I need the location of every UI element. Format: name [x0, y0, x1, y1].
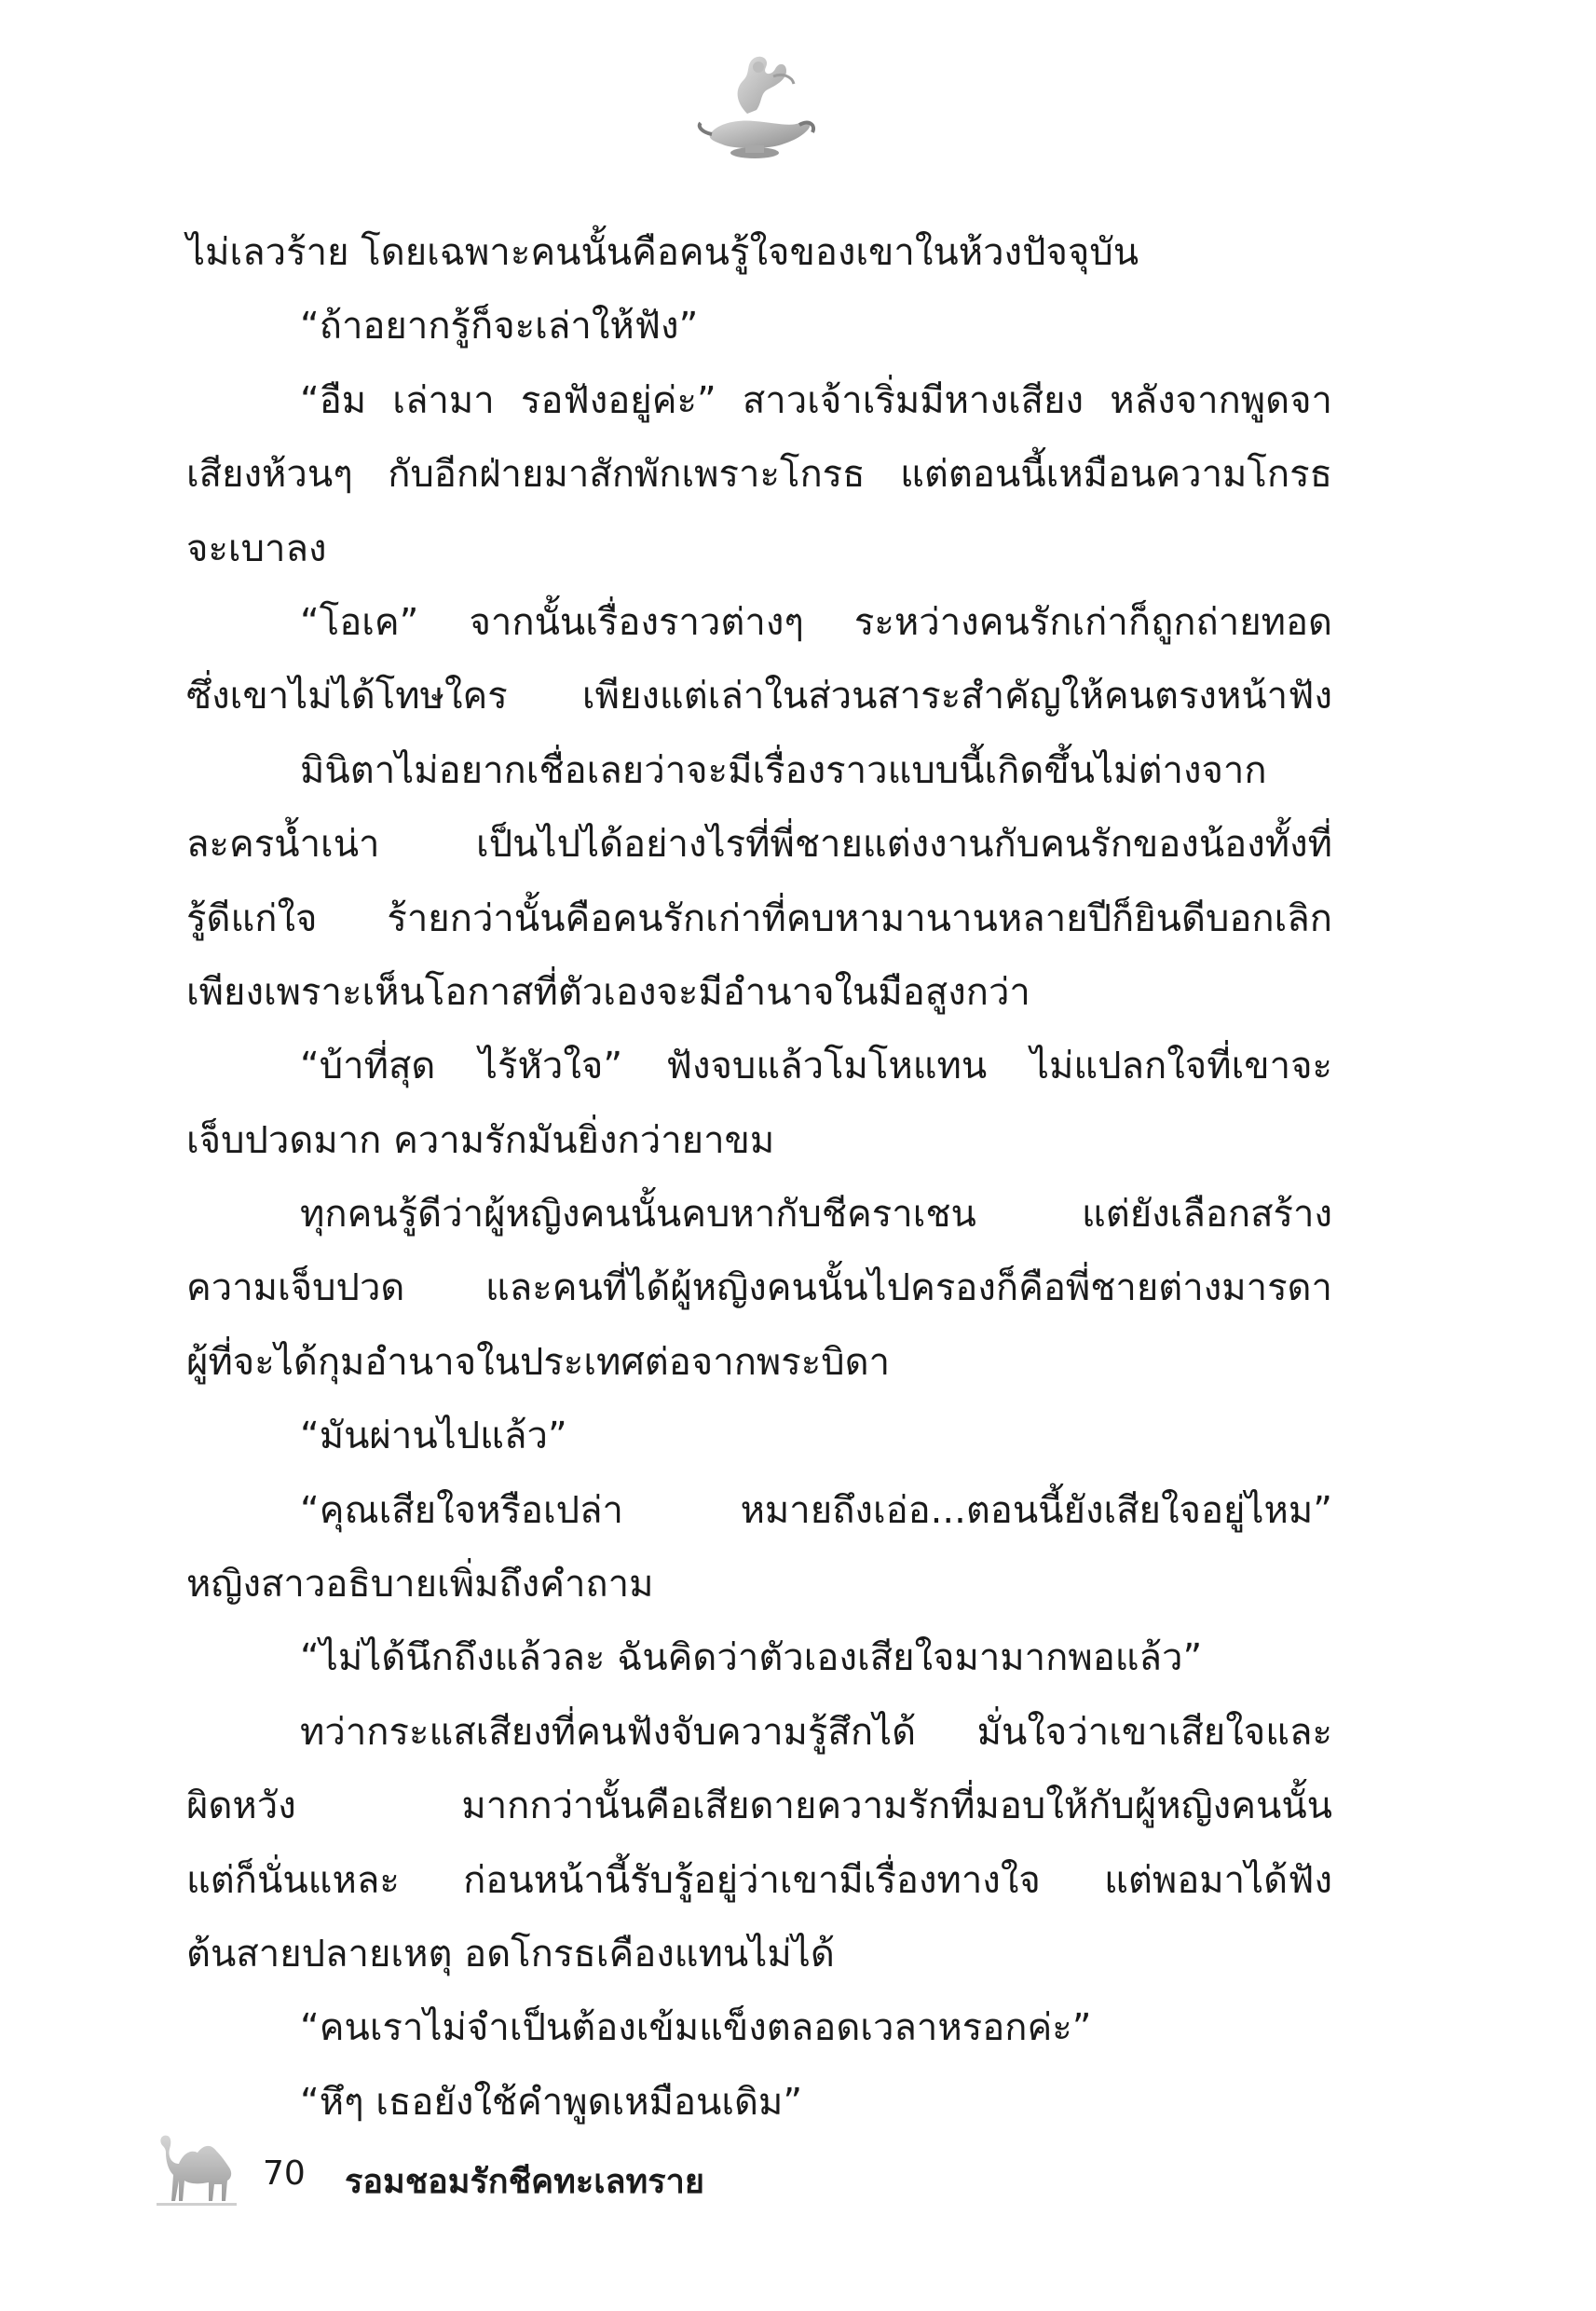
page-number: 70	[263, 2154, 306, 2193]
text-line: ผู้ที่จะได้กุมอำนาจในประเทศต่อจากพระบิดา	[186, 1340, 891, 1384]
text-line: “หึๆ เธอยังใช้คำพูดเหมือนเดิม”	[300, 2080, 803, 2124]
text-line: ทุกคนรู้ดีว่าผู้หญิงคนนั้นคบหากับชีคราเชน แต่ยังเลือกสร้าง	[300, 1193, 1332, 1237]
text-line: เพียงเพราะเห็นโอกาสที่ตัวเองจะมีอำนาจในมือสูงกว่า	[186, 970, 1030, 1014]
text-line: แต่ก็นั่นแหละ ก่อนหน้านี้รับรู้อยู่ว่าเขามีเรื่องทางใจ แต่พอมาได้ฟัง	[186, 1858, 1332, 1902]
text-line: “บ้าที่สุด ไร้หัวใจ” ฟังจบแล้วโมโหแทน ไม่แปลกใจที่เขาจะ	[300, 1045, 1332, 1088]
text-line: ทว่ากระแสเสียงที่คนฟังจับความรู้สึกได้ มั่นใจว่าเขาเสียใจและ	[300, 1710, 1332, 1754]
text-line: เสียงห้วนๆ กับอีกฝ่ายมาสักพักเพราะโกรธ แต่ตอนนี้เหมือนความโกรธ	[186, 453, 1332, 497]
text-line: ต้นสายปลายเหตุ อดโกรธเคืองแทนไม่ได้	[186, 1932, 835, 1976]
text-line: “คุณเสียใจหรือเปล่า หมายถึงเอ่อ...ตอนนี้ยังเสียใจอยู่ไหม”	[300, 1488, 1332, 1532]
text-line: ไม่เลวร้าย โดยเฉพาะคนนั้นคือคนรู้ใจของเขาในห้วงปัจจุบัน	[186, 231, 1139, 274]
text-line: ผิดหวัง มากกว่านั้นคือเสียดายความรักที่มอบให้กับผู้หญิงคนนั้น	[186, 1785, 1332, 1828]
text-line: ละครน้ำเน่า เป็นไปได้อย่างไรที่พี่ชายแต่งงานกับคนรักของน้องทั้งที่	[186, 823, 1332, 867]
text-line: มินิตาไม่อยากเชื่อเลยว่าจะมีเรื่องราวแบบนี้เกิดขึ้นไม่ต่างจาก	[300, 748, 1267, 792]
camel-icon	[149, 2126, 242, 2210]
text-line: ซึ่งเขาไม่ได้โทษใคร เพียงแต่เล่าในส่วนสาระสำคัญให้คนตรงหน้าฟัง	[186, 675, 1332, 718]
text-line: เจ็บปวดมาก ความรักมันยิ่งกว่ายาขม	[186, 1118, 775, 1162]
text-line: ความเจ็บปวด และคนที่ได้ผู้หญิงคนนั้นไปครองก็คือพี่ชายต่างมารดา	[186, 1266, 1332, 1310]
text-line: หญิงสาวอธิบายเพิ่มถึงคำถาม	[186, 1563, 654, 1607]
text-line: รู้ดีแก่ใจ ร้ายกว่านั้นคือคนรักเก่าที่คบหามานานหลายปีก็ยินดีบอกเลิก	[186, 896, 1332, 940]
genie-lamp-icon	[689, 48, 820, 170]
text-line: “โอเค” จากนั้นเรื่องราวต่างๆ ระหว่างคนรักเก่าก็ถูกถ่ายทอด	[300, 600, 1332, 644]
body-text	[186, 216, 1332, 2140]
book-title: รอมชอมรักชีคทะเลทราย	[345, 2163, 704, 2201]
page-footer	[149, 2126, 894, 2220]
text-line: “ถ้าอยากรู้ก็จะเล่าให้ฟัง”	[300, 305, 699, 349]
text-line: “มันผ่านไปแล้ว”	[300, 1415, 567, 1458]
text-line: “ไม่ได้นึกถึงแล้วละ ฉันคิดว่าตัวเองเสียใจมามากพอแล้ว”	[300, 1636, 1203, 1680]
text-line: “คนเราไม่จำเป็นต้องเข้มแข็งตลอดเวลาหรอกค่ะ”	[300, 2006, 1092, 2050]
text-line: “อืม เล่ามา รอฟังอยู่ค่ะ” สาวเจ้าเริ่มมีหางเสียง หลังจากพูดจา	[300, 378, 1332, 422]
text-line: จะเบาลง	[186, 526, 327, 570]
